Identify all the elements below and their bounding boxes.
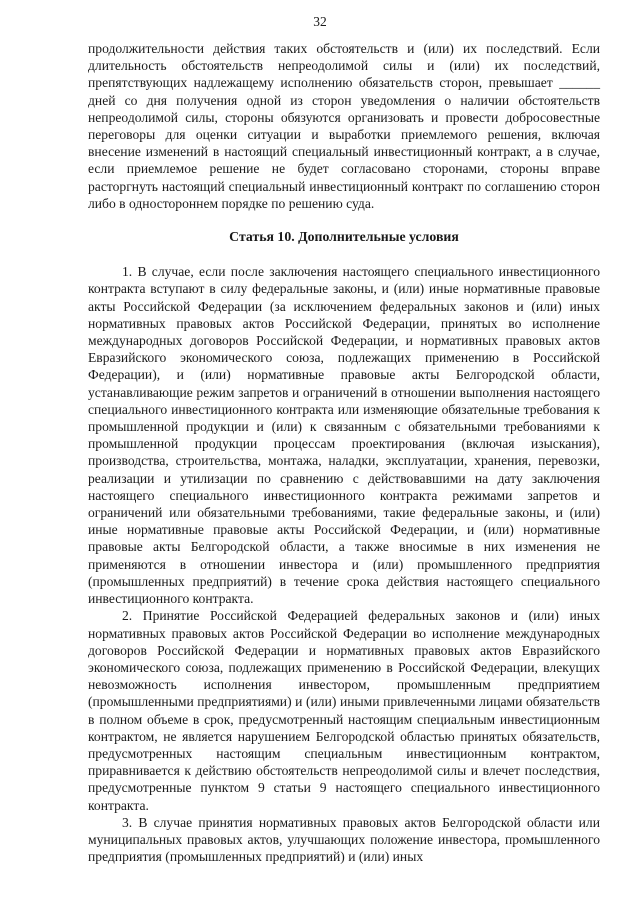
document-body xyxy=(88,40,600,865)
paragraph-2: 2. Принятие Российской Федерацией федеральных законов и (или) иных нормативных правовых актов Российской Федерации во исполнение международных договоров Российской Федерации и нормативных правовых актов Евразийского экономического союза, подлежащих применению в Российской Федерации, влекущих невозможность исполнения инвестором, промышленным предприятием (промышленными предприятиями) и (или) иными привлеченными лицами обязательств в полном объеме в срок, предусмотренный настоящим специальным инвестиционным контрактом, не является нарушением Белгородской областью принятых обязательств, предусмотренных настоящим специальным инвестиционным контрактом, приравнивается к действию обстоятельств непреодолимой силы и влечет последствия, предусмотренные пунктом 9 статьи 9 настоящего специального инвестиционного контракта. xyxy=(88,608,600,813)
paragraph-3: 3. В случае принятия нормативных правовых актов Белгородской области или муниципальных правовых актов, улучшающих положение инвестора, промышленного предприятия (промышленных предприятий) и (или) иных xyxy=(88,814,600,865)
article-title: Статья 10. Дополнительные условия xyxy=(229,229,459,245)
page-number: 32 xyxy=(313,14,327,29)
intro-paragraph: продолжительности действия таких обстоятельств и (или) их последствий. Если длительность обстоятельств непреодолимой силы и (или) их последствий, препятствующих надлежащему исполнению обязательств сторон, превышает ______ дней со дня получения одной из сторон уведомления о наличии обстоятельств непреодолимой силы, стороны обязуются организовать и провести добросовестные переговоры для оценки ситуации и выработки приемлемого решения, включая внесение изменений в настоящий специальный инвестиционный контракт, а в случае, если приемлемое решение не будет согласовано сторонами, стороны вправе расторгнуть настоящий специальный инвестиционный контракт по соглашению сторон либо в одностороннем порядке по решению суда. xyxy=(88,41,600,211)
paragraph-1: 1. В случае, если после заключения настоящего специального инвестиционного контракта вступают в силу федеральные законы, и (или) иные нормативные правовые акты Российской Федерации (за исключением федеральных законов и (или) иных нормативных правовых актов Российской Федерации, принятых во исполнение международных договоров Российской Федерации, и нормативных правовых актов Евразийского экономического союза, подлежащих применению в Российской Федерации), и (или) нормативные правовые акты Белгородской области, устанавливающие режим запретов и ограничений в отношении выполнения настоящего специального инвестиционного контракта или изменяющие обязательные требования к промышленной продукции и (или) к связанным с обязательными требованиями к промышленной продукции процессам проектирования (включая изыскания), производства, строительства, монтажа, наладки, эксплуатации, хранения, перевозки, реализации и утилизации по сравнению с действовавшими на дату заключения настоящего специального инвестиционного контракта режимами запретов и ограничений или обязательными требованиями, такие федеральные законы, и (или) иные нормативные правовые акты Российской Федерации, и (или) нормативные правовые акты Белгородской области, а также вносимые в них изменения не применяются в отношении инвестора и (или) промышленного предприятия (промышленных предприятий) в течение срока действия настоящего специального инвестиционного контракта. xyxy=(88,264,600,607)
